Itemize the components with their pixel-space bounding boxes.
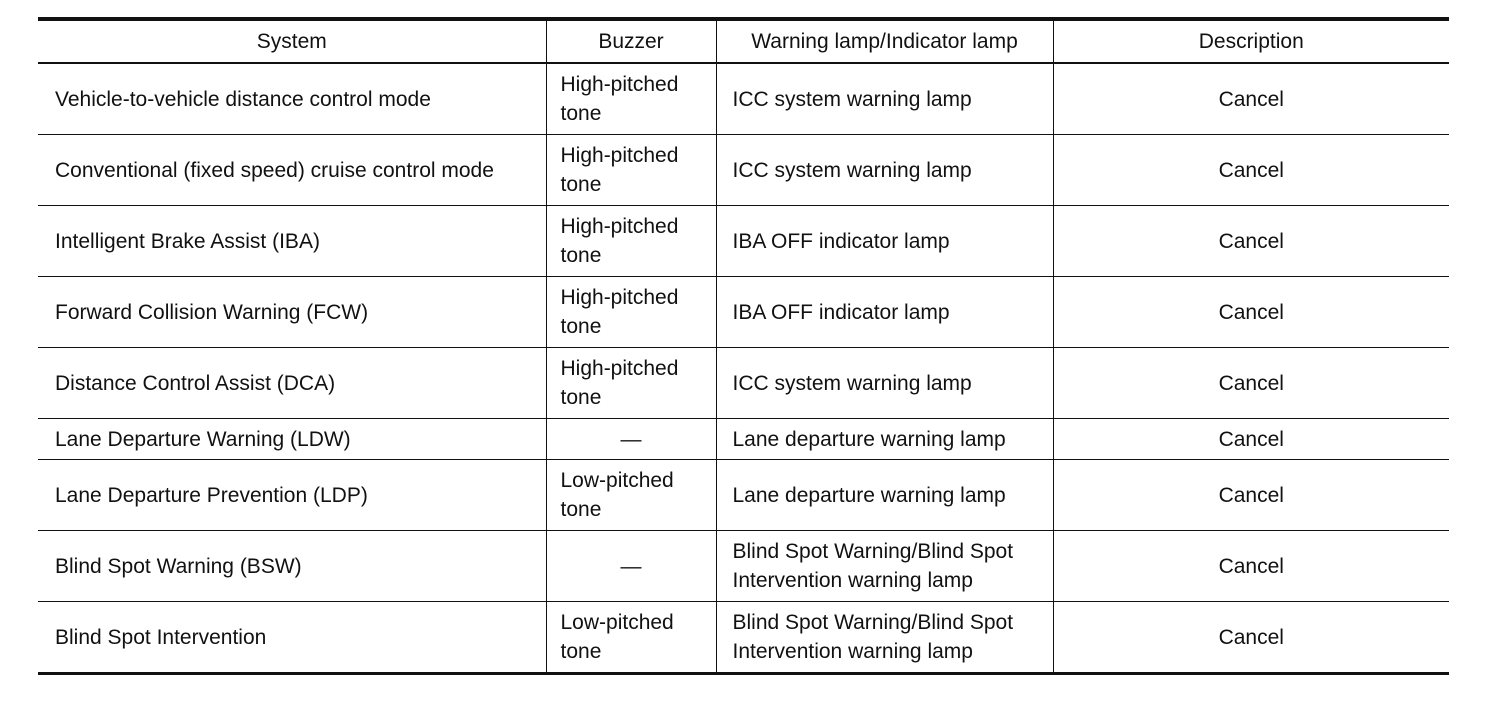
cell-lamp: IBA OFF indicator lamp [716, 206, 1053, 277]
cell-system: Blind Spot Warning (BSW) [38, 531, 546, 602]
cell-system: Lane Departure Prevention (LDP) [38, 460, 546, 531]
header-lamp: Warning lamp/Indicator lamp [716, 19, 1053, 63]
table-row [38, 531, 1449, 602]
cell-description: Cancel [1053, 460, 1449, 531]
cell-lamp: Blind Spot Warning/Blind Spot Intervention warning lamp [716, 602, 1053, 674]
cell-buzzer: High-pitched tone [546, 63, 716, 135]
header-system: System [38, 19, 546, 63]
cell-system: Conventional (fixed speed) cruise control mode [38, 135, 546, 206]
cell-lamp: Blind Spot Warning/Blind Spot Intervention warning lamp [716, 531, 1053, 602]
cell-system: Distance Control Assist (DCA) [38, 348, 546, 419]
cell-lamp: ICC system warning lamp [716, 348, 1053, 419]
cell-system: Forward Collision Warning (FCW) [38, 277, 546, 348]
cell-system: Vehicle-to-vehicle distance control mode [38, 63, 546, 135]
cell-lamp: ICC system warning lamp [716, 63, 1053, 135]
cell-description: Cancel [1053, 419, 1449, 460]
cell-lamp: Lane departure warning lamp [716, 460, 1053, 531]
cell-buzzer: — [546, 419, 716, 460]
cell-lamp: IBA OFF indicator lamp [716, 277, 1053, 348]
table-row [38, 460, 1449, 531]
cell-system: Lane Departure Warning (LDW) [38, 419, 546, 460]
cell-description: Cancel [1053, 602, 1449, 674]
system-warning-table [38, 17, 1449, 675]
table-row [38, 419, 1449, 460]
table-row [38, 348, 1449, 419]
cell-buzzer: High-pitched tone [546, 277, 716, 348]
cell-system: Intelligent Brake Assist (IBA) [38, 206, 546, 277]
table-header-row [38, 19, 1449, 63]
cell-description: Cancel [1053, 277, 1449, 348]
cell-buzzer: Low-pitched tone [546, 602, 716, 674]
cell-buzzer: High-pitched tone [546, 135, 716, 206]
table-row [38, 63, 1449, 135]
table-row [38, 135, 1449, 206]
header-description: Description [1053, 19, 1449, 63]
table-row [38, 277, 1449, 348]
cell-description: Cancel [1053, 135, 1449, 206]
table-row [38, 602, 1449, 674]
cell-buzzer: High-pitched tone [546, 206, 716, 277]
table-row [38, 206, 1449, 277]
cell-description: Cancel [1053, 206, 1449, 277]
cell-lamp: Lane departure warning lamp [716, 419, 1053, 460]
header-buzzer: Buzzer [546, 19, 716, 63]
cell-buzzer: High-pitched tone [546, 348, 716, 419]
cell-buzzer: Low-pitched tone [546, 460, 716, 531]
cell-description: Cancel [1053, 63, 1449, 135]
cell-description: Cancel [1053, 348, 1449, 419]
cell-description: Cancel [1053, 531, 1449, 602]
cell-lamp: ICC system warning lamp [716, 135, 1053, 206]
cell-system: Blind Spot Intervention [38, 602, 546, 674]
cell-buzzer: — [546, 531, 716, 602]
